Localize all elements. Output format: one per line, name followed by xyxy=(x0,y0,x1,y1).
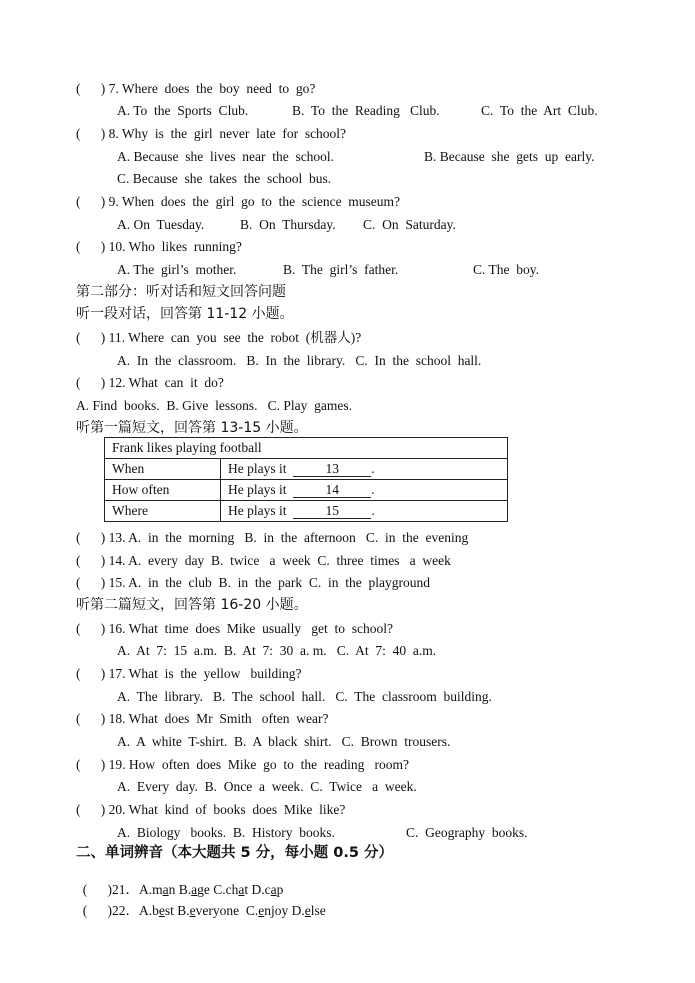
q7-option-a: A. To the Sports Club. xyxy=(117,103,249,118)
q13: ( ) 13. A. in the morning B. in the afternoon C. in the evening xyxy=(76,530,469,545)
q22-word-b: B.everyone xyxy=(177,903,243,919)
q16-stem: ( ) 16. What time does Mike usually get to school? xyxy=(76,621,393,636)
q8-stem: ( ) 8. Why is the girl never late for school? xyxy=(76,126,347,141)
q21-word-a: A.man xyxy=(139,882,179,898)
q22-number: ( )22． xyxy=(82,903,139,919)
q18-options: A. A white T-shirt. B. A black shirt. C. Brown trousers. xyxy=(117,734,451,749)
answer-blank[interactable]: 15 xyxy=(293,504,371,519)
answer-blank[interactable]: 14 xyxy=(293,483,371,498)
q21-word-d: D.cap xyxy=(251,882,284,898)
table-row-value: He plays it 15 . xyxy=(221,501,508,522)
table-row-value: He plays it 14 . xyxy=(221,480,508,501)
q12-stem: ( ) 12. What can it do? xyxy=(76,375,224,390)
q9-option-c: C. On Saturday. xyxy=(363,217,456,232)
q16-options: A. At 7: 15 a.m. B. At 7: 30 a. m. C. At 7: 40 a.m. xyxy=(117,643,437,658)
table-row xyxy=(105,501,508,522)
table-row xyxy=(105,459,508,480)
info-table xyxy=(104,437,508,522)
q18-stem: ( ) 18. What does Mr Smith often wear? xyxy=(76,711,329,726)
q14: ( ) 14. A. every day B. twice a week C. three times a week xyxy=(76,553,451,568)
q17-options: A. The library. B. The school hall. C. The classroom building. xyxy=(117,689,492,704)
passage1-intro: 听第一篇短文，回答第 13-15 小题。 xyxy=(76,420,308,436)
q7-option-c: C. To the Art Club. xyxy=(481,103,598,118)
answer-blank[interactable]: 13 xyxy=(293,462,371,477)
q17-stem: ( ) 17. What is the yellow building? xyxy=(76,666,302,681)
q8-option-a: A. Because she lives near the school. xyxy=(117,149,335,164)
table-row-value: He plays it 13 . xyxy=(221,459,508,480)
q10-option-b: B. The girl’s father. xyxy=(283,262,399,277)
q9-option-b: B. On Thursday. xyxy=(240,217,336,232)
q10-option-c: C. The boy. xyxy=(473,262,539,277)
q20-stem: ( ) 20. What kind of books does Mike like? xyxy=(76,802,346,817)
q21-number: ( )21． xyxy=(82,882,139,898)
q21-word-c: C.chat xyxy=(213,882,252,898)
q10-option-a: A. The girl’s mother. xyxy=(117,262,237,277)
q11-stem: ( ) 11. Where can you see the robot (机器人)? xyxy=(76,330,362,345)
dialog-intro: 听一段对话，回答第 11-12 小题。 xyxy=(76,306,294,322)
q10-stem: ( ) 10. Who likes running? xyxy=(76,239,242,254)
q12-options: A. Find books. B. Give lessons. C. Play games. xyxy=(76,398,353,413)
q7-option-b: B. To the Reading Club. xyxy=(292,103,440,118)
q9-option-a: A. On Tuesday. xyxy=(117,217,205,232)
table-row-label: How often xyxy=(105,480,221,501)
table-row-label: When xyxy=(105,459,221,480)
passage2-intro: 听第二篇短文，回答第 16-20 小题。 xyxy=(76,597,308,613)
q9-stem: ( ) 9. When does the girl go to the science museum? xyxy=(76,194,401,209)
table-row xyxy=(105,480,508,501)
section2-title: 二、单词辨音（本大题共 5 分，每小题 0.5 分） xyxy=(76,845,393,861)
q11-options: A. In the classroom. B. In the library. C. In the school hall. xyxy=(117,353,482,368)
q22-word-d: D.else xyxy=(291,903,326,919)
q8-option-c: C. Because she takes the school bus. xyxy=(117,171,332,186)
table-row-label: Where xyxy=(105,501,221,522)
q22-word-a: A.best xyxy=(139,903,178,919)
table-header-row xyxy=(105,438,508,459)
q22 xyxy=(76,887,326,919)
q15: ( ) 15. A. in the club B. in the park C. in the playground xyxy=(76,575,430,590)
table-header: Frank likes playing football xyxy=(105,438,508,459)
q7-stem: ( ) 7. Where does the boy need to go? xyxy=(76,81,316,96)
q21-word-b: B.age xyxy=(178,882,214,898)
q20-option-ab: A. Biology books. B. History books. xyxy=(117,825,335,840)
q20-option-c: C. Geography books. xyxy=(406,825,528,840)
q19-options: A. Every day. B. Once a week. C. Twice a week. xyxy=(117,779,417,794)
q8-option-b: B. Because she gets up early. xyxy=(424,149,595,164)
q22-word-c: C.enjoy xyxy=(242,903,292,919)
q19-stem: ( ) 19. How often does Mike go to the reading room? xyxy=(76,757,409,772)
part2-title: 第二部分：听对话和短文回答问题 xyxy=(76,284,286,300)
